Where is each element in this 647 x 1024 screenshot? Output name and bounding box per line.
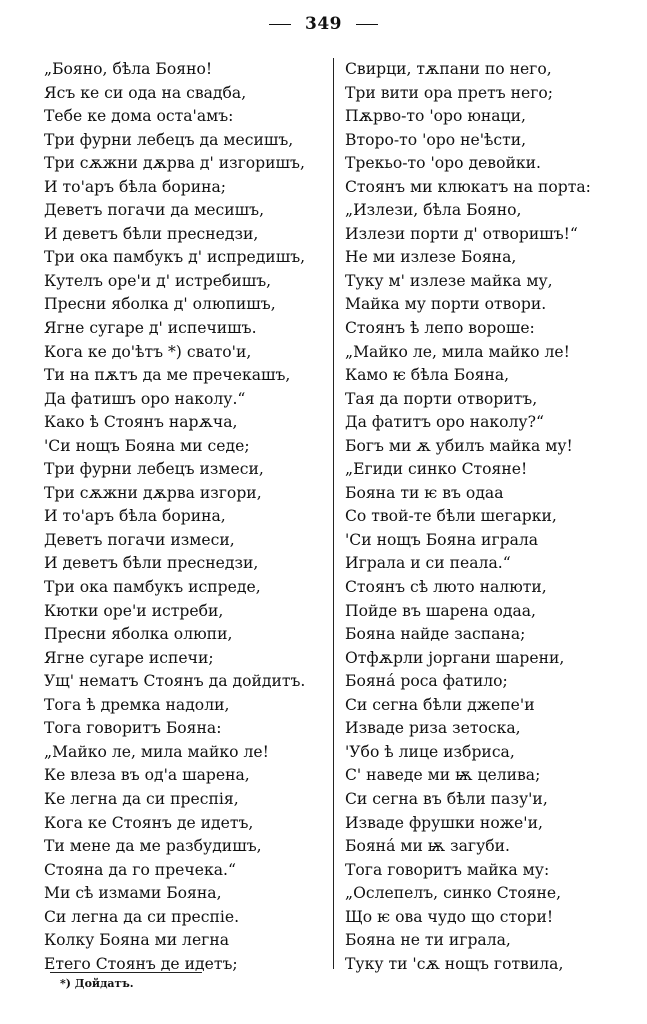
- verse-line: Туку м' излезе майка му,: [345, 271, 553, 290]
- verse-line: „Егиди синко Стояне!: [345, 460, 528, 479]
- verse-line: Тога ѣ дремка надоли,: [44, 695, 230, 714]
- verse-line: Трекьо-то 'оро девойки.: [345, 154, 541, 173]
- verse-line: Три ока памбукъ д' испредишъ,: [44, 248, 306, 267]
- verse-line: Ти мене да ме разбудишъ,: [44, 837, 262, 856]
- verse-line: „Майко ле, мила майко ле!: [44, 742, 269, 761]
- verse-line: Стоянъ сѣ люто налюти,: [345, 578, 547, 597]
- verse-line: „Излези, бѣла Бояно,: [345, 201, 522, 220]
- verse-line: Колку Бояна ми легна: [44, 931, 230, 950]
- verse-line: Три фурни лебецъ измеси,: [44, 460, 264, 479]
- verse-line: Три ока памбукъ испреде,: [44, 578, 261, 597]
- verse-line: Си легна да си преспіе.: [44, 907, 240, 926]
- verse-line: Не ми излезе Бояна,: [345, 248, 517, 267]
- verse-line: 'Си нощъ Бояна играла: [345, 530, 539, 549]
- verse-line: Свирци, тѫпани по него,: [345, 60, 552, 78]
- verse-line: Пресни яболка д' олюпишъ,: [44, 295, 276, 314]
- verse-line: И то'аръ бѣла борина;: [44, 177, 227, 196]
- verse-line: Ягне сугаре д' испечишъ.: [44, 319, 257, 338]
- verse-line: Пресни яболка олюпи,: [44, 625, 233, 644]
- verse-line: Кутелъ оре'и д' истребишъ,: [44, 271, 272, 290]
- verse-line: Богъ ми ѫ убилъ майка му!: [345, 436, 573, 455]
- verse-line: Стоянъ ми клюкатъ на порта:: [345, 177, 591, 196]
- header-dash-right: [356, 24, 378, 25]
- verse-line: Тебе ке дома оста'амъ:: [44, 107, 234, 126]
- verse-line: Камо ѥ бѣла Бояна,: [345, 366, 510, 385]
- verse-line: Ке влеза въ од'а шарена,: [44, 766, 250, 785]
- verse-line: Второ-то 'оро не'ѣсти,: [345, 130, 527, 149]
- verse-line: Си сегна въ бѣли пазу'и,: [345, 789, 548, 808]
- verse-line: Три сѫжни дѫрва д' изгоришъ,: [44, 154, 305, 173]
- verse-line: Що ѥ ова чудо що стори!: [345, 907, 554, 926]
- verse-line: Майка му порти отвори.: [345, 295, 547, 314]
- verse-line: Како ѣ Стоянъ нарѫча,: [44, 413, 238, 432]
- footnote-rule: [50, 972, 202, 973]
- verse-line: Бояна́ роса фатило;: [345, 672, 508, 691]
- header-dash-left: [269, 24, 291, 25]
- verse-line: Бояна найде заспана;: [345, 625, 526, 644]
- right-verse-column: [345, 58, 635, 976]
- verse-line: Кютки оре'и истреби,: [44, 601, 224, 620]
- left-verse-column: [44, 58, 326, 976]
- verse-line: Ми сѣ измами Бояна,: [44, 884, 222, 903]
- verse-line: Пойде въ шарена одаа,: [345, 601, 537, 620]
- verse-line: Ти на пѫтъ да ме пречекашъ,: [44, 366, 291, 385]
- verse-line: Бояна не ти играла,: [345, 931, 511, 950]
- verse-line: Тога говоритъ Бояна:: [44, 719, 222, 738]
- verse-line: Деветъ погачи да месишъ,: [44, 201, 265, 220]
- verse-line: 'Си нощъ Бояна ми седе;: [44, 436, 250, 455]
- verse-line: Три сѫжни дѫрва изгори,: [44, 483, 262, 502]
- verse-line: Кога ке Стоянъ де идетъ,: [44, 813, 254, 832]
- verse-line: Пѫрво-то 'оро юнаци,: [345, 107, 526, 126]
- verse-line: „Бояно, бѣла Бояно!: [44, 60, 213, 78]
- verse-line: Да фатитъ оро наколу?“: [345, 413, 544, 432]
- verse-line: Тая да порти отворитъ,: [345, 389, 538, 408]
- verse-line: Три фурни лебецъ да месишъ,: [44, 130, 294, 149]
- verse-line: Бояна́ ми ѭ загуби.: [345, 837, 511, 856]
- verse-line: Играла и си пеала.“: [345, 554, 511, 573]
- verse-line: Стоянъ ѣ лепо вороше:: [345, 319, 535, 338]
- verse-line: Три вити ора претъ него;: [345, 83, 554, 102]
- verse-line: Стояна да го пречека.“: [44, 860, 236, 879]
- verse-line: Бояна ти ѥ въ одаа: [345, 483, 504, 502]
- column-divider: [333, 58, 334, 969]
- verse-line: Етего Стоянъ де идетъ;: [44, 954, 238, 973]
- verse-line: Ке легна да си преспія,: [44, 789, 239, 808]
- verse-line: Тога говоритъ майка му:: [345, 860, 550, 879]
- page-header: [0, 14, 647, 34]
- verse-line: С' наведе ми ѭ целива;: [345, 766, 541, 785]
- verse-line: 'Убо ѣ лице избриса,: [345, 742, 515, 761]
- verse-line: Излези порти д' отворишъ!“: [345, 224, 578, 243]
- verse-line: Изваде риза зетоска,: [345, 719, 521, 738]
- verse-line: Да фатишъ оро наколу.“: [44, 389, 246, 408]
- verse-line: Изваде фрушки ноже'и,: [345, 813, 543, 832]
- verse-line: Со твой-те бѣли шегарки,: [345, 507, 557, 526]
- verse-line: Туку ти 'сѫ нощъ готвила,: [345, 954, 564, 973]
- verse-line: Ягне сугаре испечи;: [44, 648, 214, 667]
- footnote: *) Дойдатъ.: [60, 977, 134, 990]
- verse-line: Кога ке до'ѣтъ *) свато'и,: [44, 342, 252, 361]
- verse-line: „Ослепелъ, синко Стояне,: [345, 884, 562, 903]
- page-number: 349: [305, 14, 342, 34]
- verse-line: И то'аръ бѣла борина,: [44, 507, 226, 526]
- verse-line: Си сегна бѣли джепе'и: [345, 695, 535, 714]
- verse-line: „Майко ле, мила майко ле!: [345, 342, 570, 361]
- verse-line: Ясъ ке си ода на свадба,: [44, 83, 247, 102]
- verse-line: Деветъ погачи измеси,: [44, 530, 235, 549]
- verse-line: Ущ' нематъ Стоянъ да дойдитъ.: [44, 672, 306, 691]
- verse-line: И деветъ бѣли преснедзи,: [44, 224, 259, 243]
- verse-line: И деветъ бѣли преснедзи,: [44, 554, 259, 573]
- verse-line: Отфѫрли јоргани шарени,: [345, 648, 565, 667]
